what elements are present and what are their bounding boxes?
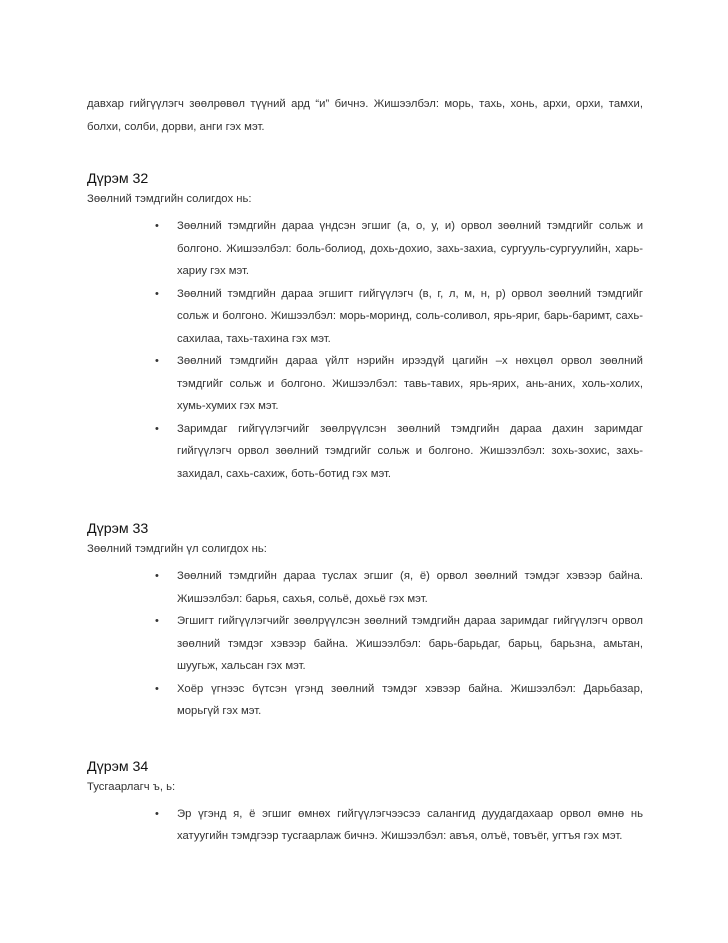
intro-paragraph: давхар гийгүүлэгч зөөлрөвөл түүний ард “и” бичнэ. Жишээлбэл: морь, тахь, хонь, архи, орхи, тамхи, болхи, солби, дорви, анги гэх мэт. <box>87 98 643 133</box>
rule-32-subtitle: Зөөлний тэмдгийн солигдох нь: <box>87 193 252 205</box>
rule-34-subtitle: Тусгаарлагч ъ, ь: <box>87 780 176 793</box>
rule-33-subtitle: Зөөлний тэмдгийн үл солигдох нь: <box>87 543 267 555</box>
list-item <box>87 565 643 610</box>
rule-34-section <box>87 757 643 848</box>
list-item <box>87 418 643 486</box>
bullet-icon: • <box>155 220 159 232</box>
document-page <box>87 93 643 848</box>
list-item-text: Зөөлний тэмдгийн дараа эгшигт гийгүүлэгч (в, г, л, м, н, р) орвол зөөлний тэмдгийг сольж и болгоно. Жишээлбэл: морь-моринд, соль-соливол, ярь-яриг, барь-баримт, сахь-сахилаа, тахь-тахина гэх мэт. <box>177 287 643 345</box>
bullet-icon: • <box>155 807 159 820</box>
bullet-icon: • <box>155 287 159 300</box>
bullet-icon: • <box>155 422 159 435</box>
rule-32-list <box>87 215 643 485</box>
list-item-text: Хоёр үгнээс бүтсэн үгэнд зөөлний тэмдэг хэвээр байна. Жишээлбэл: Дарьбазар, морьгүй гэх мэт. <box>177 682 643 717</box>
list-item-text: Зөөлний тэмдгийн дараа үйлт нэрийн ирээдүй цагийн –х нөхцөл орвол зөөлний тэмдгийг сольж и болгоно. Жишээлбэл: тавь-тавих, ярь-ярих, ань-аних, холь-холих, хумь-хумих гэх мэт. <box>177 355 643 412</box>
bullet-icon: • <box>155 615 159 627</box>
list-item <box>87 350 643 418</box>
list-item <box>87 678 643 723</box>
rule-34-list <box>87 803 643 848</box>
list-item-text: Эгшигт гийгүүлэгчийг зөөлрүүлсэн зөөлний тэмдгийн дараа заримдаг гийгүүлэгч орвол зөөлний тэмдэг хэвээр байна. Жишээлбэл: барь-барьдаг, барьц, барьзна, амьтан, шуугьж, хальсан гэх мэт. <box>177 615 643 672</box>
list-item-text: Заримдаг гийгүүлэгчийг зөөлрүүлсэн зөөлний тэмдгийн дараа дахин заримдаг гийгүүлэгч орвол зөөлний тэмдгийг сольж и болгоно. Жишээлбэл: зохь-зохис, захь-захидал, сахь-сахиж, боть-ботид гэх мэт. <box>177 422 643 480</box>
list-item <box>87 803 643 848</box>
rule-33-section <box>87 519 643 723</box>
bullet-icon: • <box>155 682 159 695</box>
rule-33-heading: Дүрэм 33 <box>87 521 149 537</box>
list-item <box>87 215 643 283</box>
list-item-text: Зөөлний тэмдгийн дараа туслах эгшиг (я, ё) орвол зөөлний тэмдэг хэвээр байна. Жишээлбэл: барья, сахья, сольё, дохьё гэх мэт. <box>177 570 643 605</box>
rule-34-heading: Дүрэм 34 <box>87 758 149 775</box>
rule-32-heading: Дүрэм 32 <box>87 171 149 187</box>
list-item-text: Эр үгэнд я, ё эгшиг өмнөх гийгүүлэгчээсээ салангид дуудагдахаар орвол өмнө нь хатуугийн тэмдгээр тусгаарлаж бичнэ. Жишээлбэл: авъя, олъё, товъёг, угтъя гэх мэт. <box>177 807 643 842</box>
rule-32-section <box>87 169 643 485</box>
list-item-text: Зөөлний тэмдгийн дараа үндсэн эгшиг (а, о, у, и) орвол зөөлний тэмдгийг сольж и болгоно. Жишээлбэл: боль-болиод, дохь-дохио, захь-захиа, сургууль-сургуулийн, харь-хариу гэх мэт. <box>177 220 643 277</box>
list-item <box>87 610 643 678</box>
bullet-icon: • <box>155 355 159 367</box>
rule-33-list <box>87 565 643 723</box>
bullet-icon: • <box>155 570 159 582</box>
list-item <box>87 283 643 351</box>
